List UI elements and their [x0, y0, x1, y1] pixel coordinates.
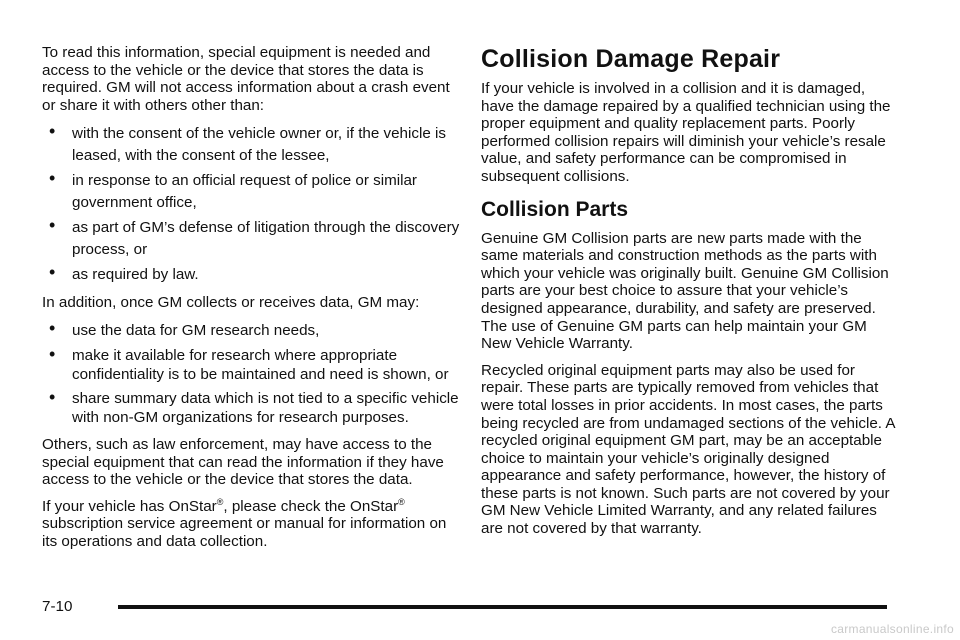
disclosure-conditions-list	[42, 123, 462, 286]
list-item: • share summary data which is not tied to a specific vehicle with non-GM organizations for research purposes.	[49, 386, 459, 427]
registered-mark: ®	[398, 496, 405, 507]
page-footer	[42, 594, 887, 618]
list-item: • as required by law.	[49, 262, 199, 284]
list-item: • with the consent of the vehicle owner or, if the vehicle is leased, with the consent of the lessee,	[49, 121, 446, 164]
data-use-list	[42, 320, 462, 428]
collision-damage-paragraph: If your vehicle is involved in a collision and it is damaged, have the damage repaired by a qualified technician using the proper equipment and quality replacement parts. Poorly performed collision repairs will diminish your vehicle’s resale value, and safety performance can be compromised in subsequent collisions.	[481, 80, 891, 185]
list-item: • use the data for GM research needs,	[49, 318, 320, 340]
list-item: • make it available for research where appropriate confidentiality is to be maintained and need is shown, or	[49, 343, 449, 384]
intro-paragraph: To read this information, special equipment is needed and access to the vehicle or the device that stores the data is required. GM will not access information about a crash event or share it with others other than:	[42, 44, 450, 114]
recycled-parts-paragraph: Recycled original equipment parts may also be used for repair. These parts are typically removed from vehicles that were total losses in prior accidents. In most cases, the parts being recycled are from undamaged sections of the vehicle. A recycled original equipment GM part, may be an acceptable choice to maintain your vehicle’s originally designed appearance and safety performance, however, the history of these parts is not known. Such parts are not covered by your GM New Vehicle Limited Warranty, and any related failures are not covered by that warranty.	[481, 361, 895, 538]
bullet-icon: •	[49, 318, 56, 339]
bullet-icon: •	[49, 262, 56, 283]
bullet-icon: •	[49, 343, 56, 364]
section-heading-collision-parts: Collision Parts	[481, 197, 629, 221]
data-use-paragraph: In addition, once GM collects or receives data, GM may:	[42, 293, 420, 311]
page-number: 7-10	[42, 598, 73, 615]
bullet-icon: •	[49, 215, 56, 236]
bullet-icon: •	[49, 168, 56, 189]
list-item: • in response to an official request of police or similar government office,	[49, 168, 417, 211]
registered-mark: ®	[216, 496, 224, 507]
onstar-paragraph: If your vehicle has OnStar®, please check the OnStar® subscription service agreement or manual for information on its operations and data collection.	[42, 496, 447, 550]
section-heading-collision-damage-repair: Collision Damage Repair	[481, 45, 781, 73]
bullet-icon: •	[49, 121, 56, 142]
genuine-parts-paragraph: Genuine GM Collision parts are new parts made with the same materials and construction methods as the parts with which your vehicle was originally built. Genuine GM Collision parts are your best choice to assure that your vehicle’s designed appearance, durability, and safety are preserved. The use of Genuine GM parts can help maintain your GM New Vehicle Warranty.	[481, 229, 889, 353]
right-column	[481, 44, 899, 547]
footer-rule	[118, 605, 887, 609]
list-item: • as part of GM’s defense of litigation through the discovery process, or	[49, 215, 460, 258]
left-column	[42, 44, 462, 560]
bullet-icon: •	[49, 386, 56, 407]
law-enforcement-paragraph: Others, such as law enforcement, may have access to the special equipment that can read the information if they have access to the vehicle or the device that stores the data.	[42, 435, 444, 489]
watermark-text: carmanualsonline.info	[830, 622, 954, 636]
